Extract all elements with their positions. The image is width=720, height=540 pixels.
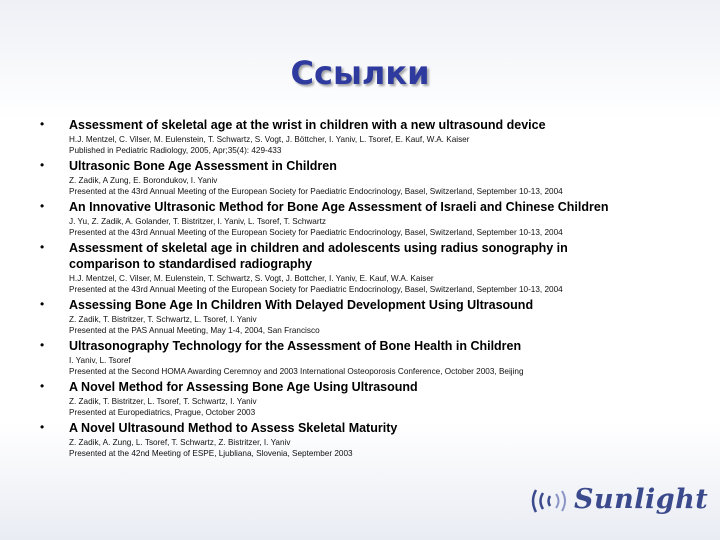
reference-authors: J. Yu, Z. Zadik, A. Golander, T. Bistritzer, I. Yaniv, L. Tsoref, T. Schwartz: [69, 217, 326, 226]
bullet: •: [40, 379, 45, 393]
reference-authors: H.J. Mentzel, C. Vilser, M. Eulenstein, T. Schwartz, S. Vogt, J. Böttcher, I. Yaniv, L. Tsoref, E. Kauf, W.A. Kaiser: [69, 135, 470, 144]
reference-venue: Presented at the PAS Annual Meeting, May 1-4, 2004, San Francisco: [69, 326, 320, 335]
reference-authors: Z. Zadik, T. Bistritzer, T. Schwartz, L. Tsoref, I. Yaniv: [69, 315, 257, 324]
reference-title: Assessing Bone Age In Children With Delayed Development Using Ultrasound: [69, 298, 534, 312]
reference-title: An Innovative Ultrasonic Method for Bone Age Assessment of Israeli and Chinese Children: [69, 200, 609, 214]
bullet: •: [40, 240, 45, 254]
bullet: •: [40, 158, 45, 172]
reference-title: Assessment of skeletal age in children and adolescents using radius sonography in comparison to standardised radiography: [69, 241, 568, 271]
reference-venue: Presented at the 43rd Annual Meeting of the European Society for Paediatric Endocrinology, Basel, Switzerland, September 10-13, 2004: [69, 228, 563, 237]
reference-title: Assessment of skeletal age at the wrist in children with a new ultrasound device: [69, 118, 546, 132]
bullet: •: [40, 199, 45, 213]
reference-title: Ultrasonography Technology for the Assessment of Bone Health in Children: [69, 339, 522, 353]
reference-venue: Presented at the Second HOMA Awarding Ceremnoy and 2003 International Osteoporosis Conference, October 2003, Beijing: [69, 367, 524, 376]
reference-title: Ultrasonic Bone Age Assessment in Children: [69, 159, 337, 173]
slide-title: Ссылки: [290, 54, 430, 92]
reference-authors: I. Yaniv, L. Tsoref: [69, 356, 131, 365]
reference-authors: Z. Zadik, T. Bistritzer, L. Tsoref, T. Schwartz, I. Yaniv: [69, 397, 257, 406]
reference-venue: Presented at the 42nd Meeting of ESPE, Ljubliana, Slovenia, September 2003: [69, 449, 353, 458]
reference-title: A Novel Method for Assessing Bone Age Using Ultrasound: [69, 380, 418, 394]
bullet: •: [40, 117, 45, 131]
bullet: •: [40, 338, 45, 352]
reference-venue: Presented at the 43rd Annual Meeting of the European Society for Paediatric Endocrinology, Basel, Switzerland, September 10-13, 2004: [69, 187, 563, 196]
reference-venue: Presented at the 43rd Annual Meeting of the European Society for Paediatric Endocrinology, Basel, Switzerland, September 10-13, 2004: [69, 285, 563, 294]
reference-authors: Z. Zadik, A. Zung, L. Tsoref, T. Schwartz, Z. Bistritzer, I. Yaniv: [69, 438, 291, 447]
bullet: •: [40, 297, 45, 311]
reference-authors: H.J. Mentzel, C. Vilser, M. Eulenstein, T. Schwartz, S. Vogt, J. Bottcher, I. Yaniv, E. Kauf, W.A. Kaiser: [69, 274, 434, 283]
sunlight-wave-icon: [530, 486, 570, 516]
reference-venue: Presented at Europediatrics, Prague, October 2003: [69, 408, 256, 417]
reference-venue: Published in Pediatric Radiology, 2005, Apr;35(4): 429-433: [69, 146, 282, 155]
reference-title: A Novel Ultrasound Method to Assess Skeletal Maturity: [69, 421, 398, 435]
bullet: •: [40, 420, 45, 434]
logo-text: Sunlight: [574, 484, 709, 515]
reference-authors: Z. Zadik, A Zung, E. Borondukov, I. Yaniv: [69, 176, 218, 185]
sunlight-logo: [530, 482, 709, 522]
